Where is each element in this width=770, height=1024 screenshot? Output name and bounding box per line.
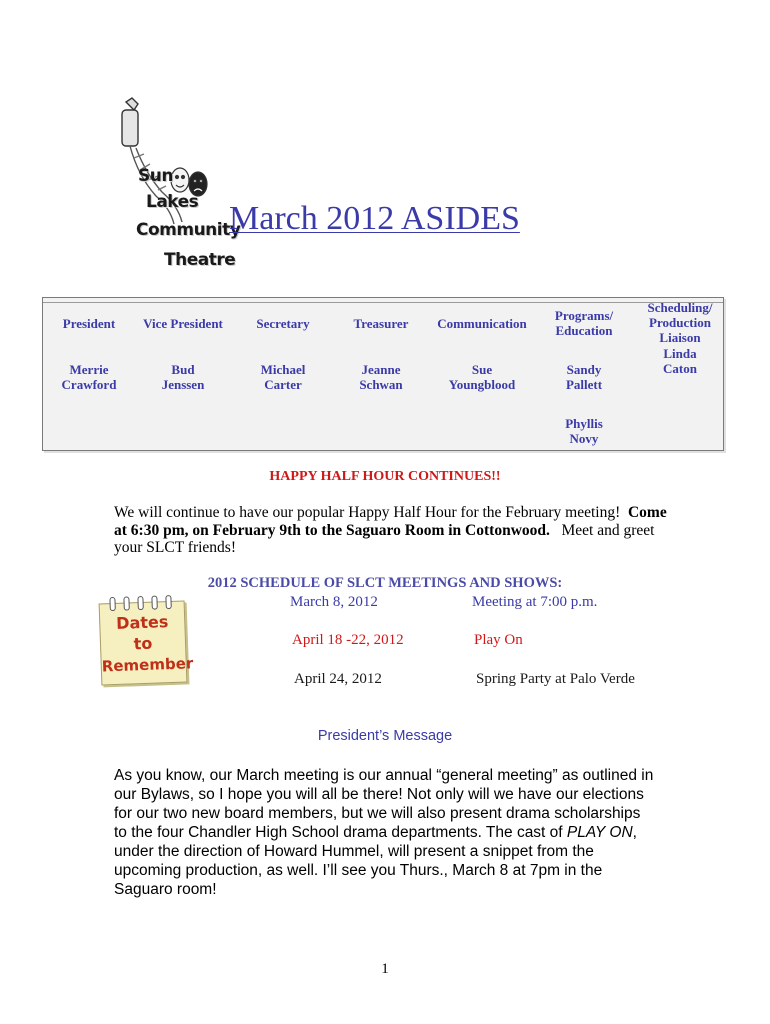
officer-role: Secretary xyxy=(256,316,310,331)
note-line: Dates xyxy=(115,612,169,633)
officer-name: Linda Caton xyxy=(663,346,697,376)
officer-role: Communication xyxy=(437,316,527,331)
officer-name: Michael Carter xyxy=(260,362,306,392)
happy-hour-outro: Meet and greet your SLCT friends! xyxy=(114,521,655,556)
officer-name: Sandy Pallett xyxy=(565,362,603,392)
officer-name: Bud Jenssen xyxy=(161,362,205,392)
happy-hour-heading: HAPPY HALF HOUR CONTINUES!! xyxy=(269,469,501,484)
schedule-date: April 18 -22, 2012 xyxy=(292,632,404,648)
officer-role: Programs/ Education xyxy=(554,308,614,338)
schedule-event: Play On xyxy=(474,632,523,648)
officer-role: Treasurer xyxy=(353,316,409,331)
happy-hour-intro: We will continue to have our popular Happy Half Hour for the February meeting! xyxy=(114,504,621,521)
officer-name: Jeanne Schwan xyxy=(359,362,403,392)
schedule-heading: 2012 SCHEDULE OF SLCT MEETINGS AND SHOWS: xyxy=(207,575,563,591)
presidents-message-body xyxy=(114,766,654,899)
officer-name: Phyllis Novy xyxy=(565,416,603,446)
presidents-message-text: , under the direction of Howard Hummel, will present a snippet from the upcoming production, as well. I’ll see you Thurs., March 8 at 7pm in the Saguaro room! xyxy=(114,824,637,898)
schedule-event: Spring Party at Palo Verde xyxy=(476,671,635,687)
presidents-message-text: As you know, our March meeting is our annual “general meeting” as outlined in our Bylaws, so I hope you will all be there! Not only will we have our elections for our two new board members, but we will also present drama scholarships to the four Chandler High School drama departments. The cast of xyxy=(114,767,654,841)
happy-hour-paragraph xyxy=(114,504,669,557)
logo-word: Sun xyxy=(138,166,173,186)
page-number: 1 xyxy=(381,961,389,977)
note-line: Remember xyxy=(101,654,194,676)
schedule-event: Meeting at 7:00 p.m. xyxy=(472,594,598,610)
binder-ring-icon xyxy=(137,596,143,610)
dates-to-remember-note xyxy=(99,601,194,686)
binder-ring-icon xyxy=(109,597,115,611)
binder-ring-icon xyxy=(165,595,171,609)
schedule-date: April 24, 2012 xyxy=(294,671,382,687)
officer-role: Scheduling/ Production Liaison xyxy=(647,300,713,345)
logo-word: Lakes xyxy=(146,192,199,212)
happy-hour-details: Come at 6:30 pm, on February 9th to the Saguaro Room in Cottonwood. xyxy=(114,504,667,539)
presidents-message-heading: President’s Message xyxy=(317,728,453,744)
logo-word: Theatre xyxy=(164,250,236,270)
officer-role: President xyxy=(62,316,116,331)
officer-name: Merrie Crawford xyxy=(61,362,117,392)
schedule-date: March 8, 2012 xyxy=(290,594,378,610)
officer-name: Sue Youngblood xyxy=(448,362,516,392)
officer-table xyxy=(42,297,724,451)
logo-word: Community xyxy=(136,220,241,240)
note-line: to xyxy=(133,633,153,654)
theatre-logo xyxy=(108,96,241,278)
play-title: PLAY ON xyxy=(566,824,633,841)
newsletter-title: March 2012 ASIDES xyxy=(229,200,520,237)
officer-role: Vice President xyxy=(143,316,223,331)
binder-ring-icon xyxy=(151,595,157,609)
binder-ring-icon xyxy=(123,596,129,610)
